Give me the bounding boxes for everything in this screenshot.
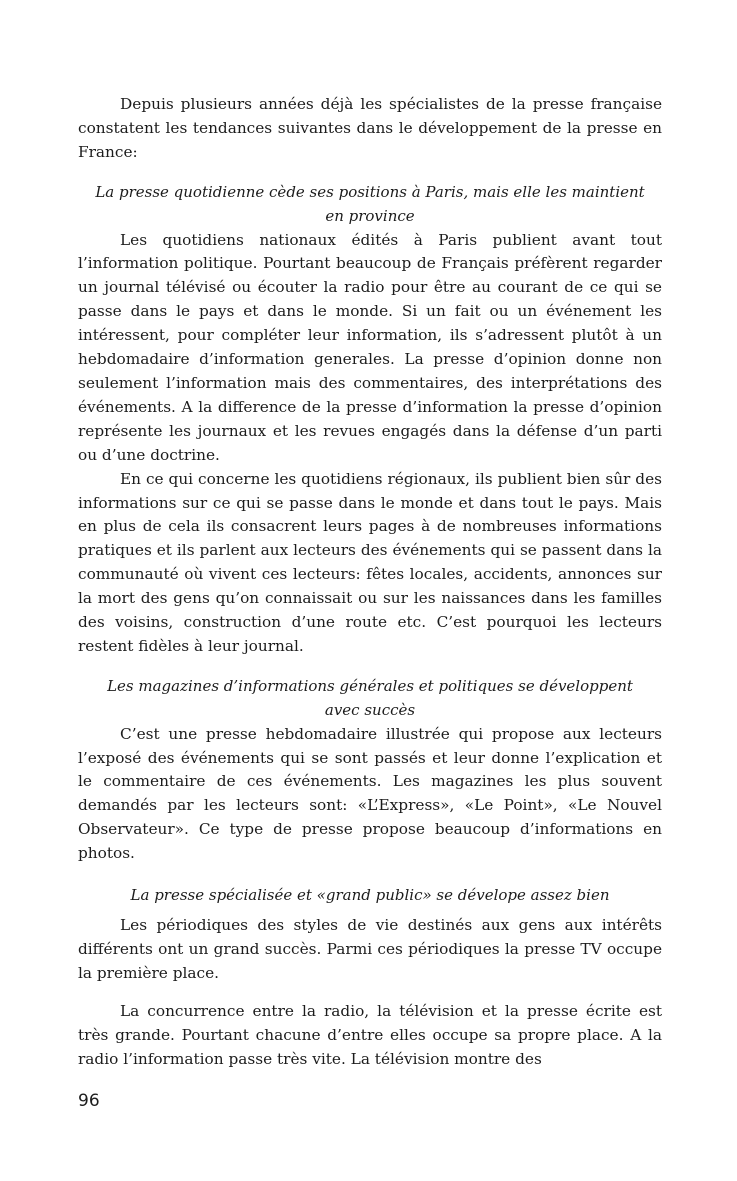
page-body (78, 93, 662, 1071)
paragraph-regional-dailies: En ce qui concerne les quotidiens régionaux, ils publient bien sûr des informations sur ce qui se passe dans le monde et dans tout le pays. Mais en plus de cela ils consacrent leurs pages à de nombreuses informations pratiques et ils parlent aux lecteurs des événements qui se passent dans la communauté où vivent ces lecteurs: fêtes locales, accidents, annonces sur la mort des gens qu’on connaissait ou sur les naissances dans les familles des voisins, construction d’une route etc. C’est pourquoi les lecteurs restent fidèles à leur journal. (78, 469, 662, 655)
page-number: 96 (78, 1091, 100, 1111)
paragraph-competition: La concurrence entre la radio, la télévision et la presse écrite est très grande. Pourtant chacune d’entre elles occupe sa propre place. A la radio l’information passe très vite. La télévision montre des (78, 1001, 662, 1068)
paragraph-weekly-press: C’est une presse hebdomadaire illustrée qui propose aux lecteurs l’exposé des événements qui se sont passés et leur donne l’explication et le commentaire de ces événements. Les magazines les plus souvent demandés par les lecteurs sont: «L’Express», «Le Point», «Le Nouvel Observateur». Ce type de presse propose beaucoup d’informations en photos. (78, 724, 662, 863)
intro-paragraph: Depuis plusieurs années déjà les spécialistes de la presse française constatent les tendances suivantes dans le développement de la presse en France: (78, 95, 662, 161)
section-heading-magazines: Les magazines d’informations générales et politiques se développent avec succès (107, 676, 633, 719)
section-heading-specialized-press: La presse spécialisée et «grand public» se dévelope assez bien (130, 886, 610, 905)
paragraph-national-dailies: Les quotidiens nationaux édités à Paris publient avant tout l’information politique. Pourtant beaucoup de Français préfèrent regarder un journal télévisé ou écouter la radio pour être au courant de ce qui se passe dans le pays et dans le monde. Si un fait ou un événement les intéressent, pour compléter leur information, ils s’adressent plutôt à un hebdomadaire d’information generales. La presse d’opinion donne non seulement l’information mais des commentaires, des interprétations des événements. A la difference de la presse d’information la presse d’opinion représente les journaux et les revues engagés dans la défense d’un parti ou d’une doctrine. (78, 230, 662, 464)
paragraph-lifestyle-periodicals: Les périodiques des styles de vie destinés aux gens aux intérêts différents ont un grand succès. Parmi ces périodiques la presse TV occupe la première place. (78, 916, 662, 982)
section-heading-daily-press: La presse quotidienne cède ses positions à Paris, mais elle les maintient en province (95, 182, 645, 225)
